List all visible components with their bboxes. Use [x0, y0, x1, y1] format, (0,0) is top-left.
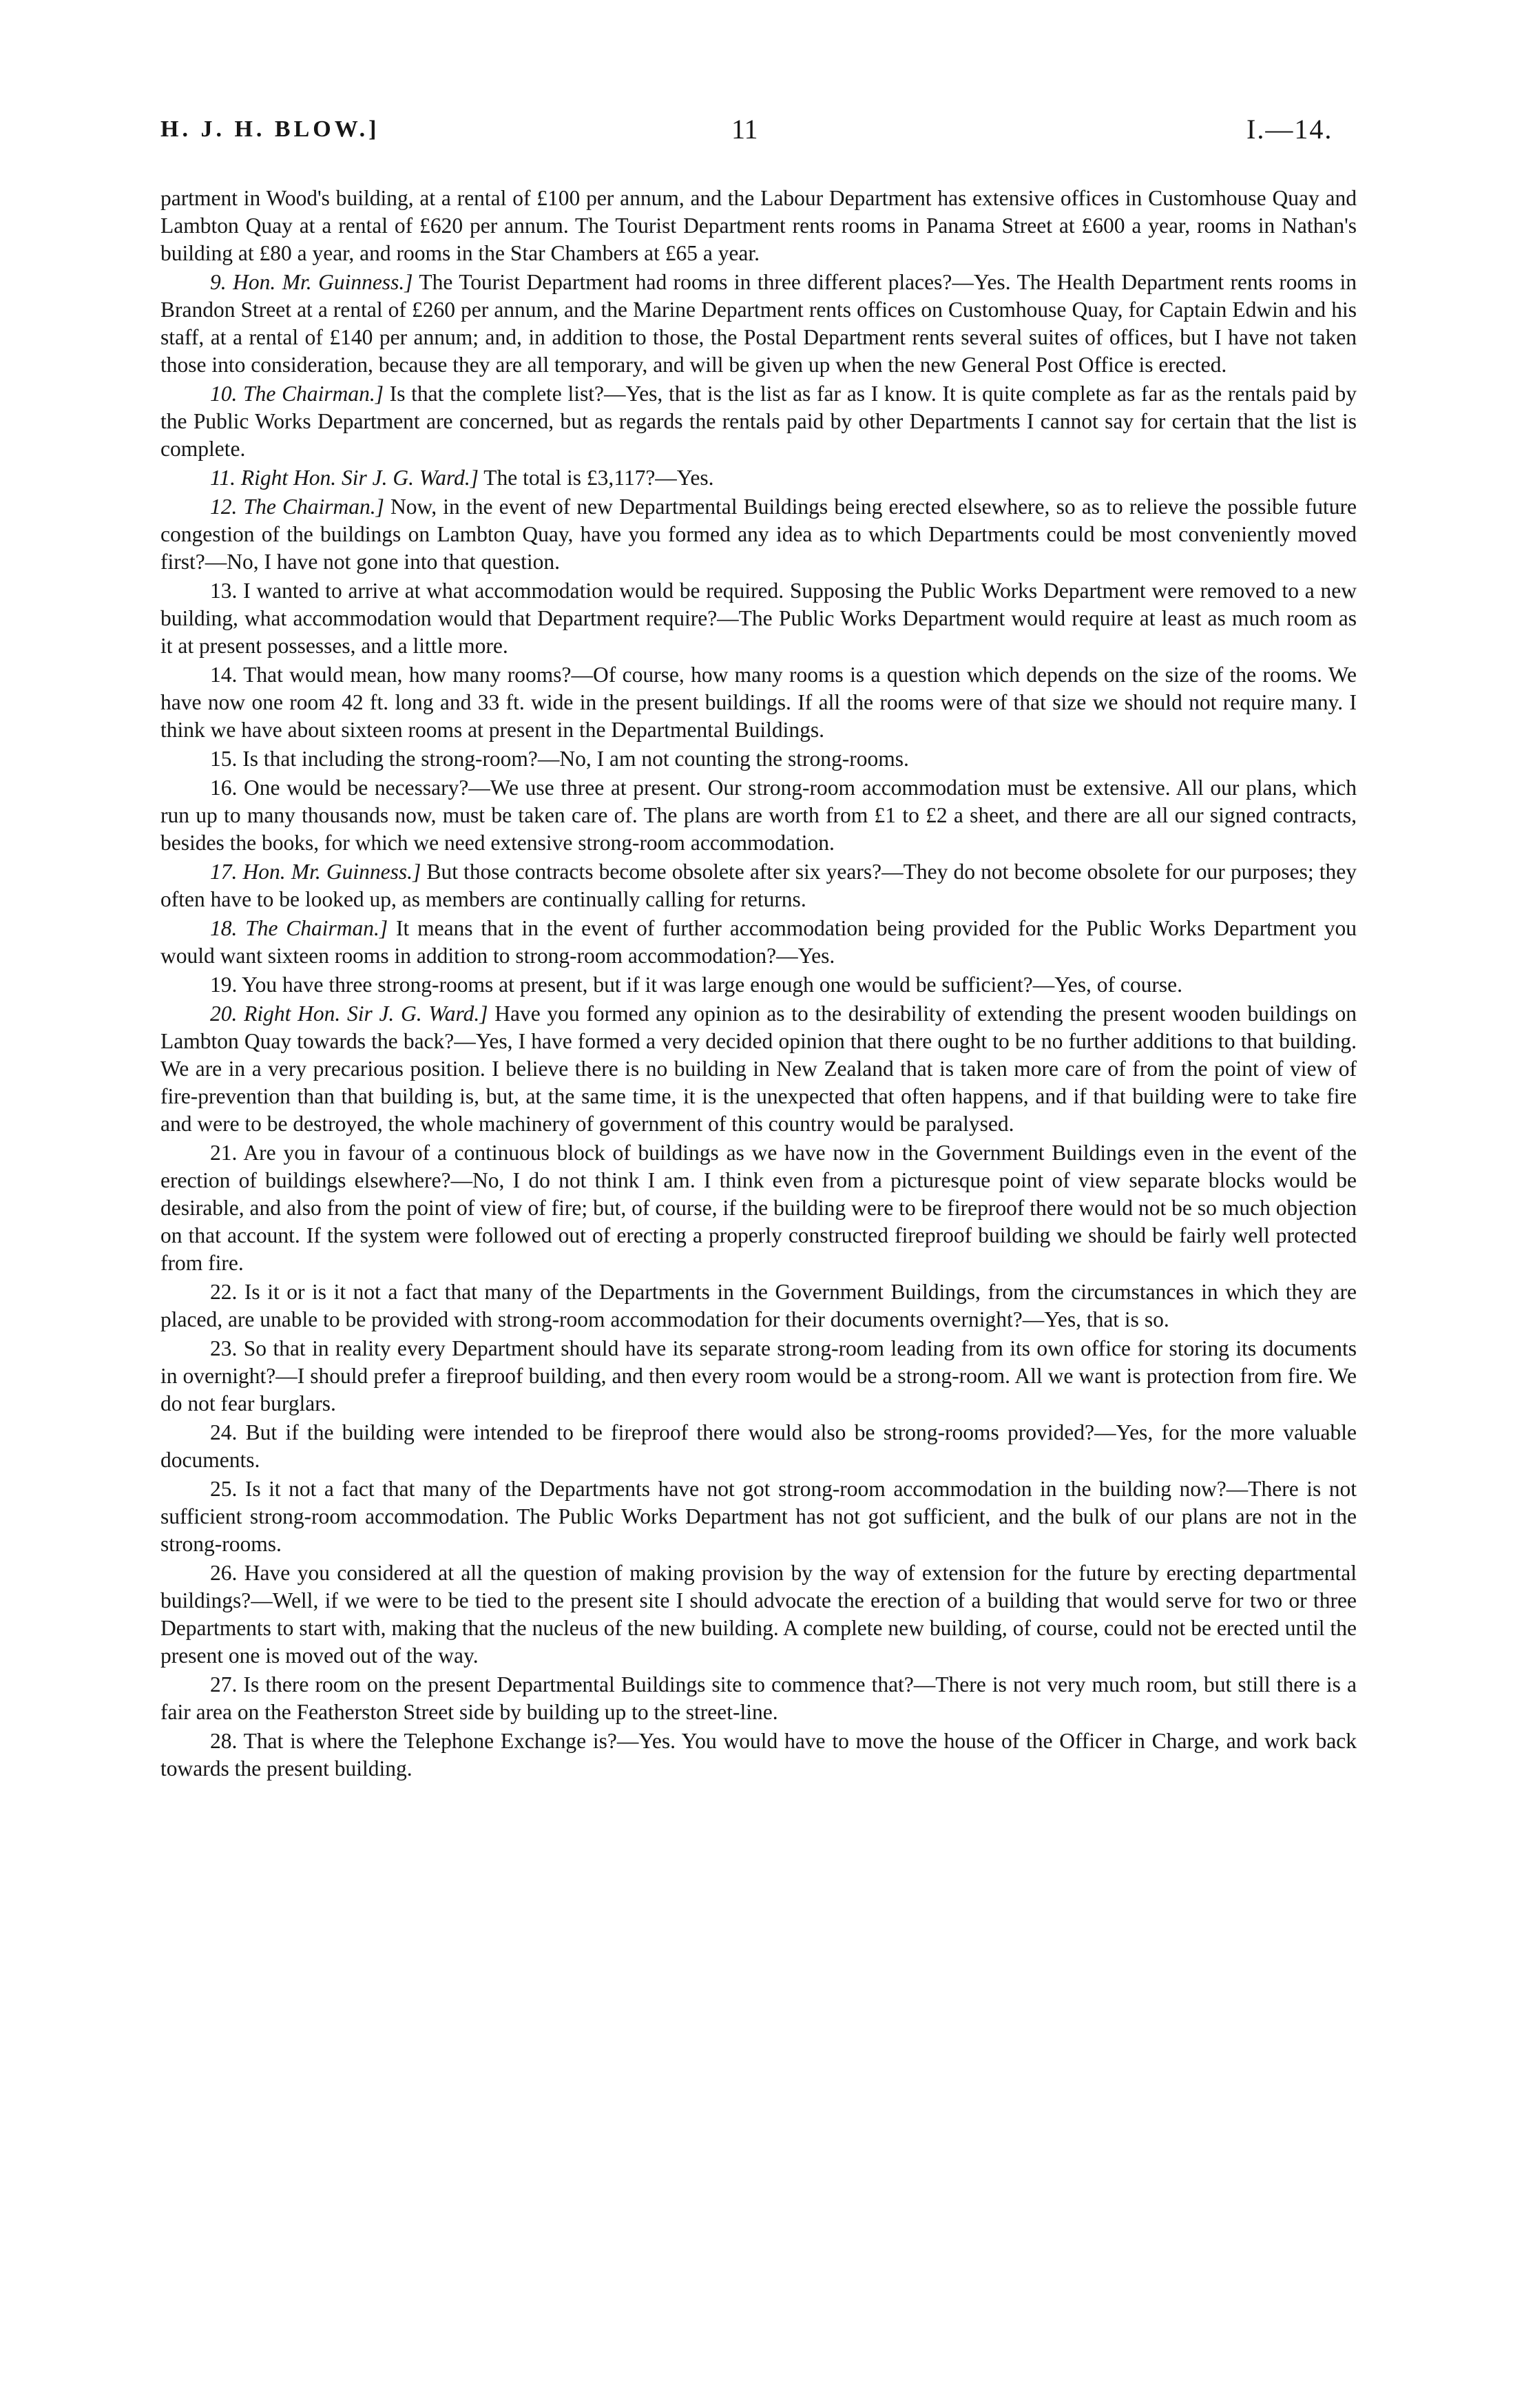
paragraph-text: But those contracts become obsolete after six years?—They do not become obsolete for our purposes; they often have to be looked up, as members are continually calling for returns. [160, 860, 1357, 911]
paragraph-text: Have you formed any opinion as to the desirability of extending the present wooden buildings on Lambton Quay towards the back?—Yes, I have formed a very decided opinion that there ought to be no further additions to that building. We are in a very precarious position. I believe there is no building in New Zealand that is taken more care of from the point of view of fire-prevention than that building is, but, at the same time, it is the unexpected that often happens, and if that building were to take fire and were to be destroyed, the whole machinery of government of this country would be paralysed. [160, 1001, 1357, 1136]
paragraph [160, 971, 1357, 999]
paper-reference: I.—14. [1246, 114, 1333, 145]
paragraph-text: 27. Is there room on the present Departmental Buildings site to commence that?—There is not very much room, but still there is a fair area on the Featherston Street side by building up to the street-line. [160, 1672, 1357, 1724]
paragraph-text: The total is £3,117?—Yes. [478, 466, 714, 490]
paragraph [160, 858, 1357, 913]
speaker-label: 11. Right Hon. Sir J. G. Ward.] [210, 466, 479, 490]
paragraph [160, 745, 1357, 773]
evidence-body [160, 185, 1357, 1784]
speaker-label: 17. Hon. Mr. Guinness.] [210, 860, 421, 884]
paragraph [160, 1727, 1357, 1783]
paragraph [160, 577, 1357, 660]
paragraph [160, 1278, 1357, 1333]
speaker-label: 20. Right Hon. Sir J. G. Ward.] [210, 1001, 488, 1026]
paragraph [160, 1671, 1357, 1726]
paragraph-text: It means that in the event of further accommodation being provided for the Public Works Department you would want sixteen rooms in addition to strong-room accommodation?—Yes. [160, 916, 1357, 968]
speaker-label: 18. The Chairman.] [210, 916, 388, 940]
paragraph-text: The Tourist Department had rooms in three different places?—Yes. The Health Department rents rooms in Brandon Street at a rental of £260 per annum, and the Marine Department rents offices on Customhouse Quay, for Captain Edwin and his staff, at a rental of £140 per annum; and, in addition to those, the Postal Department rents several suites of offices, but I have not taken those into consideration, because they are all temporary, and will be given up when the new General Post Office is erected. [160, 270, 1357, 377]
paragraph [160, 493, 1357, 576]
paragraph-text: 19. You have three strong-rooms at present, but if it was large enough one would be sufficient?—Yes, of course. [210, 973, 1182, 997]
paragraph-text: 25. Is it not a fact that many of the Departments have not got strong-room accommodation in the building now?—There is not sufficient strong-room accommodation. The Public Works Department has not got sufficient, and the bulk of our plans are not in the strong-rooms. [160, 1477, 1357, 1556]
paragraph-text: Now, in the event of new Departmental Buildings being erected elsewhere, so as to relieve the possible future congestion of the buildings on Lambton Quay, have you formed any idea as to which Departments could be most conveniently moved first?—No, I have not gone into that question. [160, 495, 1357, 574]
paragraph [160, 380, 1357, 463]
paragraph-text: 24. But if the building were intended to be fireproof there would also be strong-rooms provided?—Yes, for the more valuable documents. [160, 1420, 1357, 1472]
paragraph [160, 1139, 1357, 1277]
paragraph [160, 269, 1357, 379]
paragraph-text: 22. Is it or is it not a fact that many of the Departments in the Government Buildings, from the circumstances in which they are placed, are unable to be provided with strong-room accommodation for their documents overnight?—Yes, that is so. [160, 1280, 1357, 1331]
paragraph-text: 28. That is where the Telephone Exchange is?—Yes. You would have to move the house of the Officer in Charge, and work back towards the present building. [160, 1729, 1357, 1781]
paragraph [160, 1000, 1357, 1138]
paragraph [160, 774, 1357, 857]
paragraph-text: 15. Is that including the strong-room?—No, I am not counting the strong-rooms. [210, 747, 909, 771]
paragraph [160, 464, 1357, 492]
paragraph [160, 185, 1357, 267]
paragraph [160, 1475, 1357, 1558]
paragraph-text: 23. So that in reality every Department should have its separate strong-room leading from its own office for storing its documents in overnight?—I should prefer a fireproof building, and then every room would be a strong-room. All we want is protection from fire. We do not fear burglars. [160, 1336, 1357, 1415]
speaker-label: 9. Hon. Mr. Guinness.] [210, 270, 413, 294]
paragraph [160, 1335, 1357, 1418]
paragraph-text: 21. Are you in favour of a continuous block of buildings as we have now in the Government Buildings even in the event of the erection of buildings elsewhere?—No, I do not think I am. I think even from a picturesque point of view separate blocks would be desirable, and also from the point of view of fire; but, of course, if the building were to be fireproof there would not be so much objection on that account. If the system were followed out of erecting a properly constructed fireproof building we should be fairly well protected from fire. [160, 1141, 1357, 1275]
paragraph-text: 14. That would mean, how many rooms?—Of course, how many rooms is a question which depends on the size of the rooms. We have now one room 42 ft. long and 33 ft. wide in the present buildings. If all the rooms were of that size we should not require many. I think we have about sixteen rooms at present in the Departmental Buildings. [160, 663, 1357, 742]
paragraph-text: 16. One would be necessary?—We use three at present. Our strong-room accommodation must be extensive. All our plans, which run up to many thousands now, must be taken care of. The plans are worth from £1 to £2 a sheet, and there are all our signed contracts, besides the books, for which we need extensive strong-room accommodation. [160, 776, 1357, 855]
page-number: 11 [731, 114, 758, 145]
speaker-label: 10. The Chairman.] [210, 382, 384, 406]
paragraph-text: 13. I wanted to arrive at what accommodation would be required. Supposing the Public Works Department were removed to a new building, what accommodation would that Department require?—The Public Works Department would require at least as much room as it at present possesses, and a little more. [160, 579, 1357, 658]
witness-name-header: H. J. H. BLOW.] [160, 116, 380, 142]
paragraph-text: Is that the complete list?—Yes, that is the list as far as I know. It is quite complete as far as the rentals paid by the Public Works Department are concerned, but as regards the rentals paid by other Departments I cannot say for certain that the list is complete. [160, 382, 1357, 461]
paragraph-text: 26. Have you considered at all the question of making provision by the way of extension for the future by erecting departmental buildings?—Well, if we were to be tied to the present site I should advocate the erection of a building that would serve for two or three Departments to start with, making that the nucleus of the new building. A complete new building, of course, could not be erected until the present one is moved out of the way. [160, 1561, 1357, 1668]
paragraph [160, 1559, 1357, 1670]
paragraph-text: partment in Wood's building, at a rental of £100 per annum, and the Labour Department has extensive offices in Customhouse Quay and Lambton Quay at a rental of £620 per annum. The Tourist Department rents rooms in Panama Street at £600 a year, rooms in Nathan's building at £80 a year, and rooms in the Star Chambers at £65 a year. [160, 186, 1357, 265]
paragraph [160, 915, 1357, 970]
paragraph [160, 661, 1357, 744]
paragraph [160, 1419, 1357, 1474]
speaker-label: 12. The Chairman.] [210, 495, 384, 519]
